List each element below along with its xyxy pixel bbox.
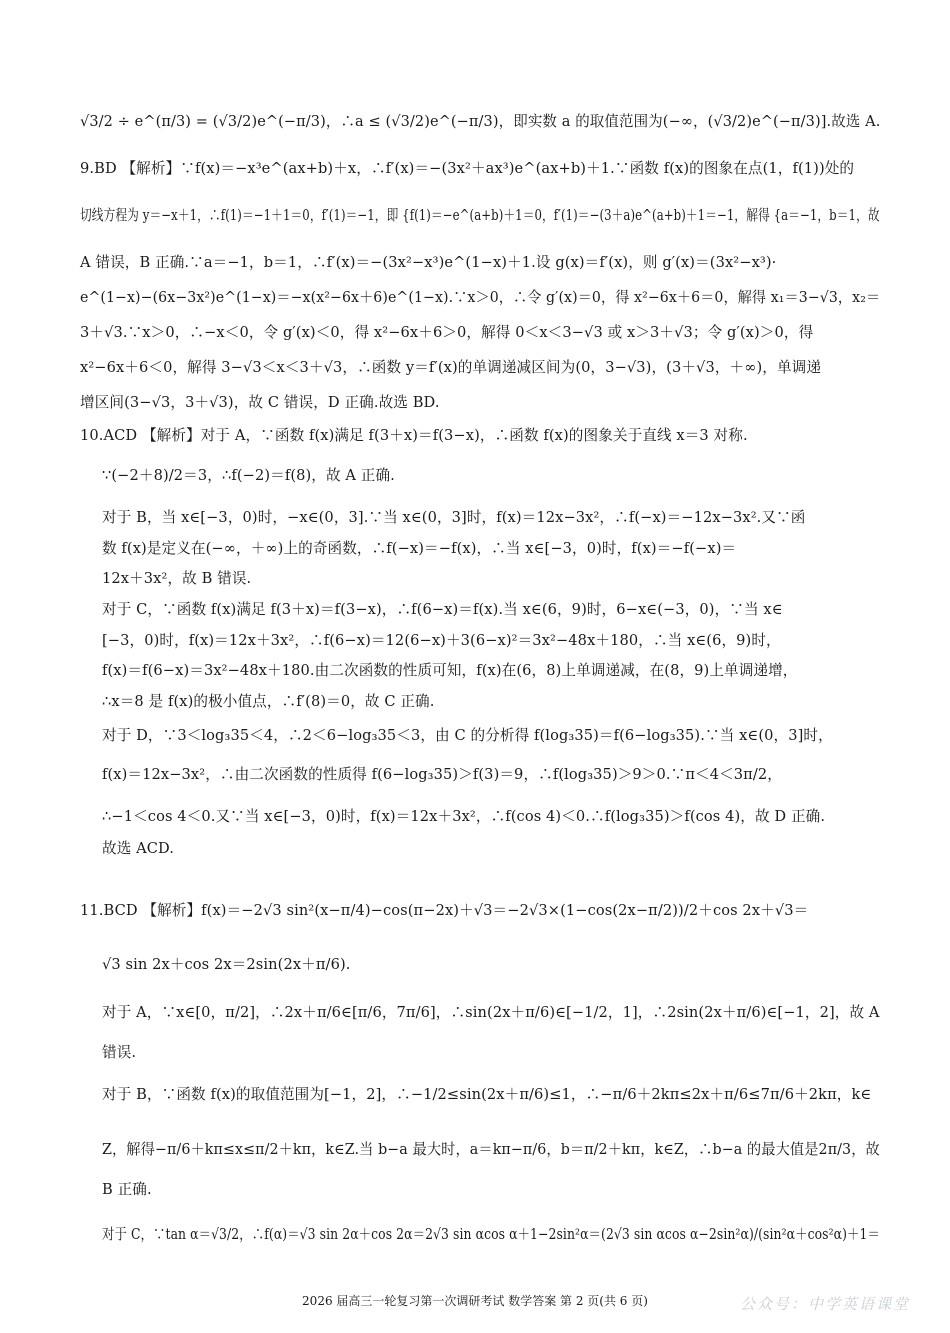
text-line: x²−6x＋6＜0，解得 3−√3＜x＜3＋√3，∴函数 y＝f′(x)的单调递减区间为(0，3−√3)，(3＋√3，＋∞)，单调递 [80,359,822,376]
watermark: 公众号：中学英语课堂 [740,1295,911,1313]
text-line: ∴x＝8 是 f(x)的极小值点，∴f′(8)＝0，故 C 正确. [102,693,435,710]
page-footer: 2026 届高三一轮复习第一次调研考试 数学答案 第 2 页(共 6 页) [302,1294,648,1308]
text-line: 切线方程为 y＝−x＋1，∴f(1)＝−1＋1＝0，f′(1)＝−1，即 {f(1)＝−e^(a+b)＋1＝0，f′(1)＝−(3＋a)e^(a+b)＋1＝−1，解得 {a＝−1，b＝1，故 [80,207,880,224]
text-line: √3 sin 2x＋cos 2x＝2sin(2x＋π/6). [102,956,351,973]
text-line: 10.ACD 【解析】对于 A，∵函数 f(x)满足 f(3＋x)＝f(3−x)，∴函数 f(x)的图象关于直线 x＝3 对称. [80,427,748,444]
text-line: 对于 B，当 x∈[−3，0)时，−x∈(0，3].∵当 x∈(0，3]时，f(x)＝12x−3x²，∴f(−x)＝−12x−3x².又∵函 [102,509,806,526]
text-line: 9.BD 【解析】∵f(x)＝−x³e^(ax+b)＋x，∴f′(x)＝−(3x²＋ax³)e^(ax+b)＋1.∵函数 f(x)的图象在点(1，f(1))处的 [80,160,855,177]
text-line: [−3，0)时，f(x)＝12x＋3x²，∴f(6−x)＝12(6−x)＋3(6−x)²＝3x²−48x＋180，∴当 x∈(6，9)时， [102,632,781,649]
text-line: 对于 B，∵函数 f(x)的取值范围为[−1，2]，∴−1/2≤sin(2x＋π/6)≤1，∴−π/6＋2kπ≤2x＋π/6≤7π/6＋2kπ，k∈ [102,1086,872,1103]
text-line: e^(1−x)−(6x−3x²)e^(1−x)＝−x(x²−6x＋6)e^(1−x).∵x＞0，∴令 g′(x)＝0，得 x²−6x＋6＝0，解得 x₁＝3−√3，x₂＝ [80,289,881,306]
text-line: A 错误，B 正确.∵a＝−1，b＝1，∴f′(x)＝−(3x²−x³)e^(1−x)＋1.设 g(x)＝f′(x)，则 g′(x)＝(3x²−x³)· [80,254,777,271]
text-line: 3＋√3.∵x＞0，∴−x＜0，令 g′(x)＜0，得 x²−6x＋6＞0，解得 0＜x＜3−√3 或 x＞3＋√3；令 g′(x)＞0，得 [80,324,814,341]
text-line: ∴−1＜cos 4＜0.又∵当 x∈[−3，0)时，f(x)＝12x＋3x²，∴f(cos 4)＜0.∴f(log₃35)＞f(cos 4)，故 D 正确. [102,808,826,825]
text-line: 故选 ACD. [102,840,175,857]
text-line: f(x)＝f(6−x)＝3x²−48x＋180.由二次函数的性质可知，f(x)在(6，8)上单调递减，在(8，9)上单调递增， [102,662,798,679]
text-line: 对于 A，∵x∈[0，π/2]，∴2x＋π/6∈[π/6，7π/6]，∴sin(2x＋π/6)∈[−1/2，1]，∴2sin(2x＋π/6)∈[−1，2]，故 A [102,1004,880,1021]
text-line: √3/2 ÷ e^(π/3) = (√3/2)e^(−π/3)，∴a ≤ (√3/2)e^(−π/3)，即实数 a 的取值范围为(−∞，(√3/2)e^(−π/3)].故选 A. [80,113,881,130]
text-line: 对于 C，∵tan α＝√3/2，∴f(α)＝√3 sin 2α＋cos 2α＝2√3 sin αcos α＋1−2sin²α＝(2√3 sin αcos α−2sin²α)/(sin²α＋cos²α)＋1＝ [102,1226,880,1243]
text-line: f(x)＝12x−3x²，∴由二次函数的性质得 f(6−log₃35)＞f(3)＝9，∴f(log₃35)＞9＞0.∵π＜4＜3π/2， [102,766,782,783]
text-line: B 正确. [102,1181,152,1198]
text-line: ∵(−2＋8)/2＝3，∴f(−2)＝f(8)，故 A 正确. [102,467,395,484]
text-line: 对于 C，∵函数 f(x)满足 f(3＋x)＝f(3−x)，∴f(6−x)＝f(x).当 x∈(6，9)时，6−x∈(−3，0)，∵当 x∈ [102,601,783,618]
text-line: 错误. [102,1044,137,1061]
text-line: 对于 D，∵3＜log₃35＜4，∴2＜6−log₃35＜3，由 C 的分析得 f(log₃35)＝f(6−log₃35).∵当 x∈(0，3]时， [102,727,833,744]
text-line: 数 f(x)是定义在(−∞，＋∞)上的奇函数，∴f(−x)＝−f(x)，∴当 x∈[−3，0)时，f(x)＝−f(−x)＝ [102,540,737,557]
text-line: 11.BCD 【解析】f(x)＝−2√3 sin²(x−π/4)−cos(π−2x)＋√3＝−2√3×(1−cos(2x−π/2))/2＋cos 2x＋√3＝ [80,902,809,919]
text-line: Z，解得−π/6＋kπ≤x≤π/2＋kπ，k∈Z.当 b−a 最大时，a＝kπ−π/6，b＝π/2＋kπ，k∈Z，∴b−a 的最大值是2π/3，故 [102,1141,880,1158]
text-line: 增区间(3−√3，3＋√3)，故 C 错误，D 正确.故选 BD. [80,394,440,411]
text-line: 12x＋3x²，故 B 错误. [102,570,252,587]
